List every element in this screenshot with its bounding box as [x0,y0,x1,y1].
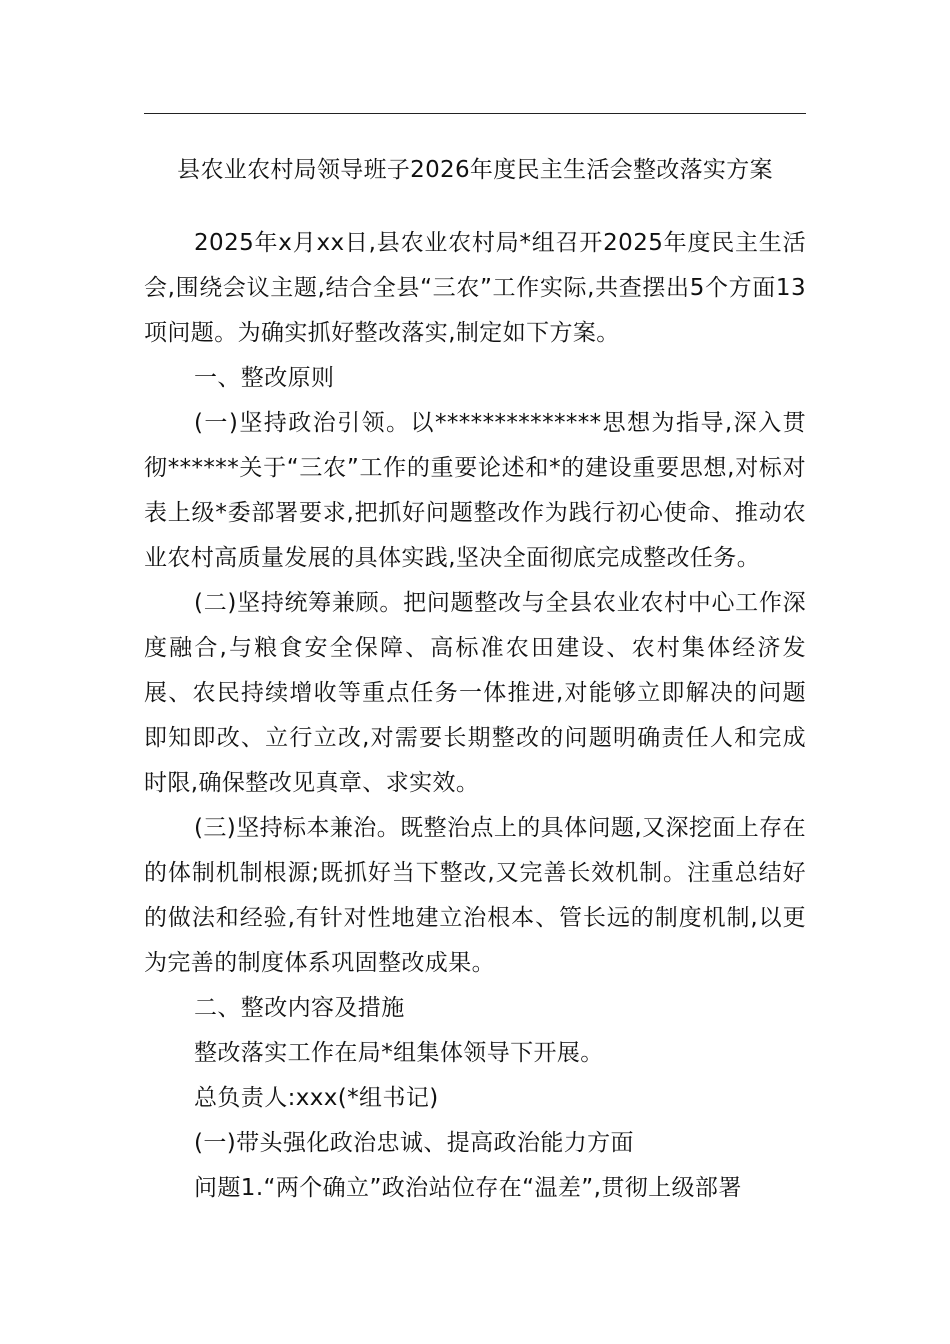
header-rule [144,113,806,114]
problem-1-paragraph: 问题1.“两个确立”政治站位存在“温差”,贯彻上级部署 [194,1175,742,1201]
document-body [144,221,806,1211]
document-title: 县农业农村局领导班子2026年度民主生活会整改落实方案 [177,157,773,183]
principle-paragraph-3: (三)坚持标本兼治。既整治点上的具体问题,又深挖面上存在的体制机制根源;既抓好当下整改,又完善长效机制。注重总结好的做法和经验,有针对性地建立治根本、管长远的制度机制,以更为完善的制度体系巩固整改成果。 [144,815,806,976]
leadership-paragraph: 整改落实工作在局*组集体领导下开展。 [194,1040,604,1066]
principle-paragraph-2: (二)坚持统筹兼顾。把问题整改与全县农业农村中心工作深度融合,与粮食安全保障、高标准农田建设、农村集体经济发展、农民持续增收等重点任务一体推进,对能够立即解决的问题即知即改、立行立改,对需要长期整改的问题明确责任人和完成时限,确保整改见真章、求实效。 [144,590,806,796]
section-heading-principles: 一、整改原则 [194,365,335,391]
intro-paragraph: 2025年x月xx日,县农业农村局*组召开2025年度民主生活会,围绕会议主题,结合全县“三农”工作实际,共查摆出5个方面13项问题。为确实抓好整改落实,制定如下方案。 [144,230,806,346]
section-heading-measures: 二、整改内容及措施 [194,995,405,1021]
responsible-person-paragraph: 总负责人:xxx(*组书记) [194,1085,439,1111]
subsection-heading-1: (一)带头强化政治忠诚、提高政治能力方面 [194,1130,634,1156]
principle-paragraph-1: (一)坚持政治引领。以**************思想为指导,深入贯彻******关于“三农”工作的重要论述和*的建设重要思想,对标对表上级*委部署要求,把抓好问题整改作为践行初心使命、推动农业农村高质量发展的具体实践,坚决全面彻底完成整改任务。 [144,410,806,571]
